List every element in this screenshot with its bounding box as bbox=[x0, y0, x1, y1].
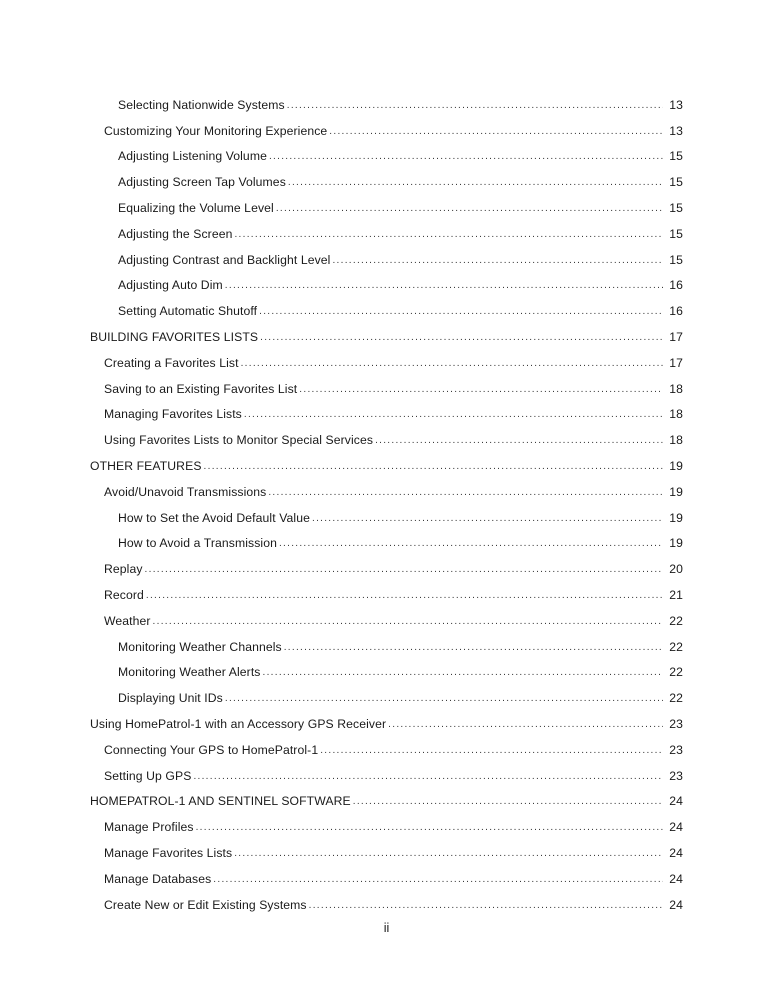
toc-entry-title: Displaying Unit IDs bbox=[118, 691, 223, 706]
dot-leader bbox=[260, 330, 663, 345]
toc-entry-page: 18 bbox=[669, 381, 683, 396]
toc-entry-title: Replay bbox=[104, 562, 143, 577]
toc-entry bbox=[0, 268, 773, 294]
dot-leader bbox=[213, 872, 663, 887]
toc-entry-page: 13 bbox=[669, 97, 683, 112]
toc-entry bbox=[0, 655, 773, 681]
toc-entry bbox=[0, 190, 773, 216]
dot-leader bbox=[225, 278, 663, 293]
toc-entry-title: Setting Up GPS bbox=[104, 768, 192, 783]
toc-entry-page: 15 bbox=[669, 226, 683, 241]
dot-leader bbox=[353, 794, 663, 809]
toc-entry bbox=[0, 87, 773, 113]
toc-entry-page: 23 bbox=[669, 716, 683, 731]
toc-entry bbox=[0, 500, 773, 526]
dot-leader bbox=[279, 536, 663, 551]
toc-entry bbox=[0, 551, 773, 577]
toc-entry-page: 13 bbox=[669, 123, 683, 138]
dot-leader bbox=[268, 485, 663, 500]
dot-leader bbox=[259, 304, 663, 319]
dot-leader bbox=[332, 253, 663, 268]
toc-entry-page: 15 bbox=[669, 149, 683, 164]
toc-entry bbox=[0, 732, 773, 758]
toc-entry-title: Customizing Your Monitoring Experience bbox=[104, 123, 328, 138]
toc-entry-title: Connecting Your GPS to HomePatrol-1 bbox=[104, 742, 319, 757]
toc-entry-page: 21 bbox=[669, 587, 683, 602]
toc-entry-title: Monitoring Weather Alerts bbox=[118, 665, 261, 680]
dot-leader bbox=[225, 691, 663, 706]
toc-entry-page: 19 bbox=[669, 510, 683, 525]
dot-leader bbox=[375, 433, 663, 448]
toc-entry-title: Setting Automatic Shutoff bbox=[118, 304, 258, 319]
dot-leader bbox=[241, 356, 663, 371]
toc-entry bbox=[0, 371, 773, 397]
toc-entry-title: Adjusting Auto Dim bbox=[118, 278, 223, 293]
table-of-contents bbox=[0, 87, 773, 913]
toc-entry-page: 16 bbox=[669, 304, 683, 319]
toc-entry-page: 18 bbox=[669, 407, 683, 422]
toc-entry bbox=[0, 242, 773, 268]
toc-entry-title: OTHER FEATURES bbox=[90, 458, 202, 473]
toc-entry bbox=[0, 835, 773, 861]
toc-entry-page: 19 bbox=[669, 458, 683, 473]
toc-entry-page: 15 bbox=[669, 200, 683, 215]
dot-leader bbox=[234, 227, 663, 242]
toc-entry-title: Manage Favorites Lists bbox=[104, 845, 233, 860]
toc-entry-page: 18 bbox=[669, 433, 683, 448]
toc-entry-page: 24 bbox=[669, 897, 683, 912]
toc-entry-page: 24 bbox=[669, 845, 683, 860]
toc-entry-title: Equalizing the Volume Level bbox=[118, 200, 274, 215]
toc-entry bbox=[0, 784, 773, 810]
toc-entry-title: Manage Databases bbox=[104, 871, 212, 886]
dot-leader bbox=[145, 562, 663, 577]
toc-entry bbox=[0, 319, 773, 345]
toc-entry bbox=[0, 448, 773, 474]
toc-entry bbox=[0, 422, 773, 448]
toc-entry-page: 16 bbox=[669, 278, 683, 293]
toc-entry-page: 15 bbox=[669, 252, 683, 267]
toc-entry-page: 20 bbox=[669, 562, 683, 577]
dot-leader bbox=[244, 407, 663, 422]
toc-entry-page: 24 bbox=[669, 871, 683, 886]
toc-entry-page: 22 bbox=[669, 613, 683, 628]
toc-entry-title: Monitoring Weather Channels bbox=[118, 639, 282, 654]
toc-entry bbox=[0, 577, 773, 603]
toc-entry-page: 17 bbox=[669, 329, 683, 344]
dot-leader bbox=[329, 124, 663, 139]
dot-leader bbox=[320, 743, 663, 758]
dot-leader bbox=[276, 201, 663, 216]
dot-leader bbox=[234, 846, 663, 861]
toc-entry-page: 15 bbox=[669, 175, 683, 190]
toc-entry bbox=[0, 809, 773, 835]
toc-entry-title: Adjusting Contrast and Backlight Level bbox=[118, 252, 331, 267]
toc-entry-page: 22 bbox=[669, 639, 683, 654]
dot-leader bbox=[193, 769, 663, 784]
toc-entry-title: Saving to an Existing Favorites List bbox=[104, 381, 298, 396]
dot-leader bbox=[287, 98, 663, 113]
toc-entry bbox=[0, 216, 773, 242]
toc-entry-page: 22 bbox=[669, 691, 683, 706]
toc-entry-title: Adjusting the Screen bbox=[118, 226, 233, 241]
toc-entry-title: HOMEPATROL-1 AND SENTINEL SOFTWARE bbox=[90, 794, 351, 809]
toc-entry bbox=[0, 526, 773, 552]
toc-entry bbox=[0, 345, 773, 371]
dot-leader bbox=[309, 898, 663, 913]
toc-entry bbox=[0, 861, 773, 887]
toc-entry bbox=[0, 113, 773, 139]
toc-entry-page: 23 bbox=[669, 742, 683, 757]
dot-leader bbox=[196, 820, 663, 835]
toc-entry-page: 19 bbox=[669, 484, 683, 499]
dot-leader bbox=[284, 640, 663, 655]
toc-entry-title: Create New or Edit Existing Systems bbox=[104, 897, 307, 912]
dot-leader bbox=[299, 382, 663, 397]
toc-entry bbox=[0, 139, 773, 165]
toc-entry bbox=[0, 474, 773, 500]
toc-entry-title: Record bbox=[104, 587, 144, 602]
toc-entry-title: Using HomePatrol-1 with an Accessory GPS Receiver bbox=[90, 716, 387, 731]
toc-entry bbox=[0, 397, 773, 423]
toc-entry-page: 23 bbox=[669, 768, 683, 783]
dot-leader bbox=[312, 511, 663, 526]
toc-entry bbox=[0, 706, 773, 732]
dot-leader bbox=[288, 175, 663, 190]
toc-entry bbox=[0, 293, 773, 319]
toc-entry-page: 19 bbox=[669, 536, 683, 551]
toc-entry bbox=[0, 887, 773, 913]
toc-entry-title: How to Avoid a Transmission bbox=[118, 536, 277, 551]
toc-entry-page: 17 bbox=[669, 355, 683, 370]
toc-entry-title: Avoid/Unavoid Transmissions bbox=[104, 484, 267, 499]
dot-leader bbox=[388, 717, 663, 732]
toc-entry-title: Weather bbox=[104, 613, 151, 628]
page-number: ii bbox=[383, 921, 390, 935]
toc-entry bbox=[0, 603, 773, 629]
toc-entry bbox=[0, 758, 773, 784]
toc-entry-title: Selecting Nationwide Systems bbox=[118, 97, 285, 112]
dot-leader bbox=[146, 588, 663, 603]
toc-entry-page: 24 bbox=[669, 820, 683, 835]
toc-entry-title: Creating a Favorites List bbox=[104, 355, 239, 370]
toc-entry-page: 22 bbox=[669, 665, 683, 680]
toc-entry-title: BUILDING FAVORITES LISTS bbox=[90, 329, 259, 344]
toc-entry bbox=[0, 164, 773, 190]
dot-leader bbox=[153, 614, 663, 629]
toc-entry-title: How to Set the Avoid Default Value bbox=[118, 510, 310, 525]
toc-entry bbox=[0, 680, 773, 706]
toc-entry-title: Using Favorites Lists to Monitor Special Services bbox=[104, 433, 374, 448]
dot-leader bbox=[263, 665, 664, 680]
toc-entry-title: Manage Profiles bbox=[104, 820, 194, 835]
toc-entry-title: Adjusting Screen Tap Volumes bbox=[118, 175, 286, 190]
dot-leader bbox=[269, 149, 663, 164]
toc-entry-page: 24 bbox=[669, 794, 683, 809]
toc-entry bbox=[0, 629, 773, 655]
toc-entry-title: Adjusting Listening Volume bbox=[118, 149, 267, 164]
dot-leader bbox=[204, 459, 663, 474]
toc-entry-title: Managing Favorites Lists bbox=[104, 407, 242, 422]
